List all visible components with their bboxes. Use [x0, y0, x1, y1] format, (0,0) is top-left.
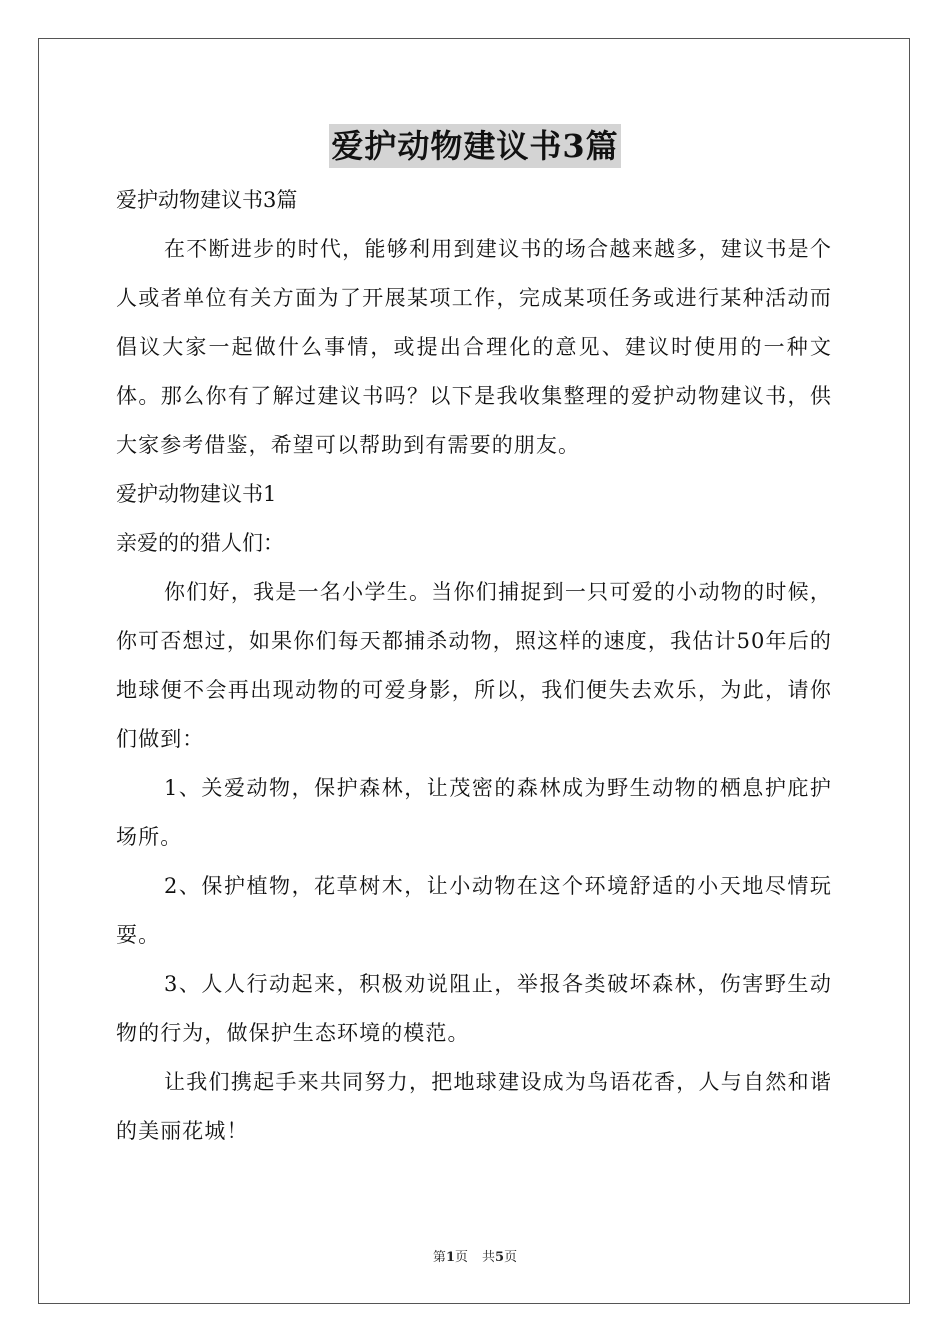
page-footer	[0, 1246, 950, 1265]
salutation: 亲爱的的猎人们：	[116, 531, 284, 555]
intro-paragraph: 在不断进步的时代，能够利用到建议书的场合越来越多，建议书是个人或者单位有关方面为了开展某项工作，完成某项任务或进行某种活动而倡议大家一起做什么事情，或提出合理化的意见、建议时使用的一种文体。那么你有了解过建议书吗？以下是我收集整理的爱护动物建议书，供大家参考借鉴，希望可以帮助到有需要的朋友。	[116, 237, 832, 457]
document-subtitle: 爱护动物建议书3篇	[116, 188, 298, 212]
document-body	[116, 176, 832, 1156]
section-heading: 爱护动物建议书1	[116, 482, 277, 506]
body-paragraph-point-3: 3、人人行动起来，积极劝说阻止，举报各类破坏森林，伤害野生动物的行为，做保护生态环境的模范。	[116, 972, 832, 1045]
title-area	[0, 124, 950, 168]
total-page-number: 5	[495, 1250, 505, 1265]
document-title: 爱护动物建议书3篇	[329, 124, 620, 168]
body-paragraph-point-2: 2、保护植物，花草树木，让小动物在这个环境舒适的小天地尽情玩耍。	[116, 874, 832, 947]
total-prefix: 共	[482, 1250, 496, 1265]
total-unit: 页	[504, 1250, 518, 1265]
body-paragraph-greeting: 你们好，我是一名小学生。当你们捕捉到一只可爱的小动物的时候，你可否想过，如果你们每天都捕杀动物，照这样的速度，我估计50年后的地球便不会再出现动物的可爱身影，所以，我们便失去欢乐，为此，请你们做到：	[116, 580, 832, 751]
page-prefix: 第	[432, 1250, 446, 1265]
page-unit: 页	[454, 1250, 468, 1265]
body-paragraph-point-1: 1、关爱动物，保护森林，让茂密的森林成为野生动物的栖息护庇护场所。	[116, 776, 832, 849]
current-page-number: 1	[445, 1250, 455, 1265]
body-paragraph-closing: 让我们携起手来共同努力，把地球建设成为鸟语花香，人与自然和谐的美丽花城！	[116, 1070, 832, 1143]
